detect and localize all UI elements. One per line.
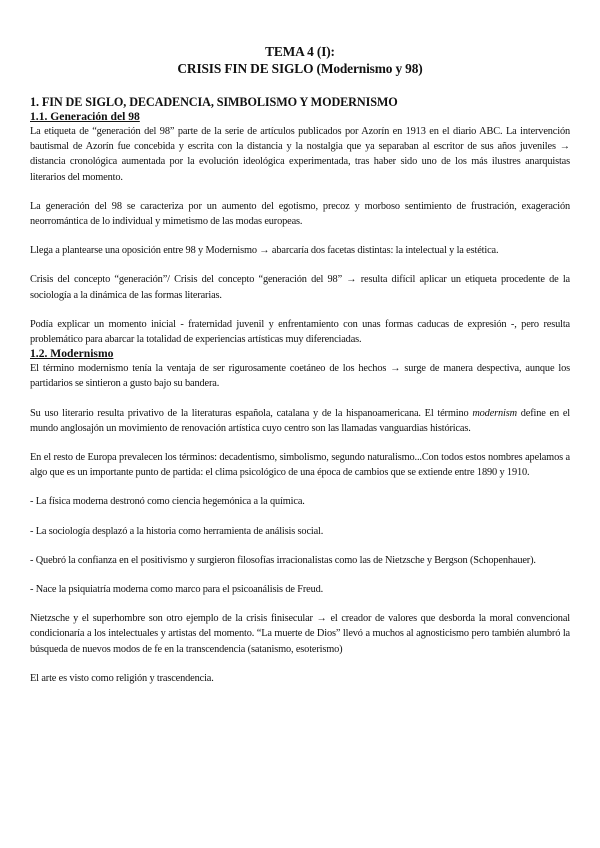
paragraph: El arte es visto como religión y trascendencia. — [30, 672, 214, 684]
document-title-line2: CRISIS FIN DE SIGLO (Modernismo y 98) — [177, 61, 423, 76]
paragraph-text: Su uso literario resulta privativo de la literaturas española, catalana y de la hispanoamericana. El término — [30, 407, 473, 419]
paragraph: La generación del 98 se caracteriza por un aumento del egotismo, precoz y morboso sentimiento de frustración, exageración neorromántica de lo individual y mimetismo de las modas europeas. — [30, 200, 570, 228]
paragraph: La etiqueta de “generación del 98” parte de la serie de artículos publicados por Azorín en 1913 en el diario ABC. La intervención bautismal de Azorín fue concebida y escrita con la distancia y la nostalgia que ya separaban al escritor de sus años juveniles → distancia cronológica aumentada por la evolución ideológica experimentada, tras haber sido uno de los más ilustres anarquistas literarios del momento. — [30, 126, 570, 183]
paragraph: En el resto de Europa prevalecen los términos: decadentismo, simbolismo, segundo naturalismo...Con todos estos nombres apelamos a algo que es un importante punto de partida: el clima psicológico de una época de cambios que se extiende entre 1890 y 1910. — [30, 452, 570, 479]
italic-term: modernism — [472, 407, 517, 419]
paragraph-text: define en el mundo anglosajón un movimiento de renovación artística cuyo centro son las llamadas vanguardias históricas. — [30, 407, 570, 434]
subsection-heading-1-1: 1.1. Generación del 98 — [30, 110, 140, 123]
bullet-item: - Nace la psiquiatría moderna como marco para el psicoanálisis de Freud. — [30, 584, 324, 596]
paragraph: Podía explicar un momento inicial - fraternidad juvenil y enfrentamiento con unas formas caducas de expresión -, pero resulta problemático para abarcar la totalidad de experiencias artísticas muy diferenciadas. — [30, 318, 570, 346]
bullet-item: - La sociología desplazó a la historia como herramienta de análisis social. — [30, 525, 324, 537]
bullet-item: - La física moderna destronó como ciencia hegemónica a la química. — [30, 496, 305, 508]
section-heading-1: 1. FIN DE SIGLO, DECADENCIA, SIMBOLISMO Y MODERNISMO — [30, 95, 398, 109]
subsection-heading-1-2: 1.2. Modernismo — [30, 347, 114, 361]
paragraph: Crisis del concepto “generación”/ Crisis del concepto “generación del 98” → resulta difícil aplicar un etiqueta procedente de la sociología a la dinámica de las formas literarias. — [30, 274, 570, 301]
document-title-line1: TEMA 4 (I): — [265, 44, 335, 59]
paragraph: Llega a plantearse una oposición entre 98 y Modernismo → abarcaría dos facetas distintas: la intelectual y la estética. — [30, 245, 499, 257]
paragraph: Nietzsche y el superhombre son otro ejemplo de la crisis finisecular → el creador de valores que desborda la moral convencional condicionaría a los intelectuales y artistas del momento. “La muerte de Dios” llevó a muchos al agnosticismo pero también alumbró la búsqueda de nuevos modos de fe en la transcendencia (satanismo, esoterismo) — [30, 613, 570, 655]
bullet-item: - Quebró la confianza en el positivismo y surgieron filosofías irracionalistas como las de Nietzsche y Bergson (Schopenhauer). — [30, 554, 536, 566]
paragraph — [30, 406, 570, 436]
paragraph: El término modernismo tenía la ventaja de ser rigurosamente coetáneo de los hechos → surge de manera despectiva, aunque los partidarios se sintieron a gusto bajo su bandera. — [30, 363, 570, 390]
